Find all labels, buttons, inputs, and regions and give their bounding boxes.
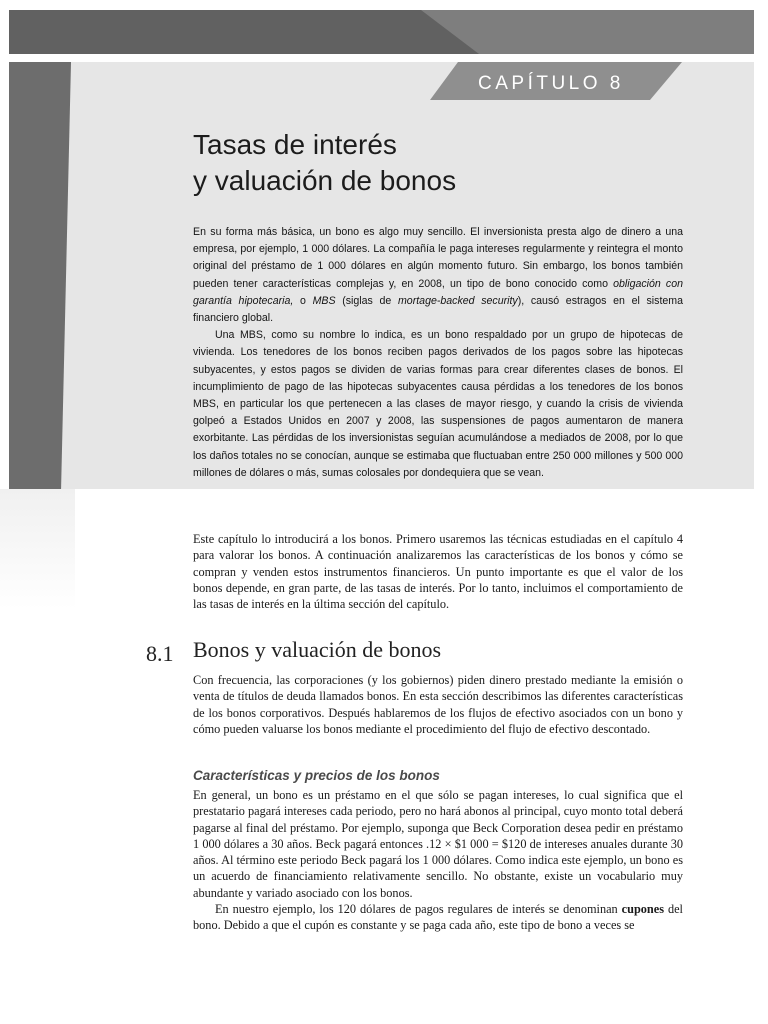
header-band bbox=[9, 10, 754, 54]
header-band-highlight bbox=[9, 10, 754, 54]
chapter-title-line-2: y valuación de bonos bbox=[193, 165, 457, 196]
intro-p1-text-a: En su forma más básica, un bono es algo muy sencillo. El inversionista presta algo de dinero a una empresa, por ejemplo, 1 000 dólares. La compañía le paga intereses regularmente y reintegra el monto original del préstamo de 1 000 dólares en algún momento futuro. Sin embargo, los bonos también pueden tener características complejas y, en 2008, un tipo de bono conocido como bbox=[193, 226, 683, 290]
chapter-overview bbox=[193, 531, 683, 612]
section-body bbox=[193, 672, 683, 737]
left-decorative-strip bbox=[9, 62, 71, 492]
intro-p1-emphasis-1: obligación con garantía hipotecaria, bbox=[193, 277, 684, 307]
section-title: Bonos y valuación de bonos bbox=[193, 637, 442, 662]
subsection-paragraph-1: En general, un bono es un préstamo en el que sólo se pagan intereses, lo cual significa que el prestatario pagará intereses cada periodo, pero no hará abonos al principal, cuyo monto total deberá pagarse al final del préstamo. Por ejemplo, suponga que Beck Corporation desea pedir en préstamo 1 000 dólares a 30 años. Beck pagará entonces .12 × $1 000 = $120 de intereses anuales durante 30 años. Al término este periodo Beck pagará los 1 000 dólares. Como indica este ejemplo, un bono es un acuerdo de financiamiento relativamente sencillo. No obstante, existe un vocabulario muy abundante y variado asociado con los bonos. bbox=[193, 788, 683, 900]
section-number: 8.1 bbox=[146, 641, 174, 666]
intro-p1-emphasis-2: MBS bbox=[312, 294, 336, 307]
subsection-p2-term: cupones bbox=[621, 902, 665, 917]
intro-p1-emphasis-3: mortage-backed security bbox=[397, 294, 518, 307]
subsection-paragraph-2 bbox=[193, 901, 683, 934]
chapter-title bbox=[193, 127, 673, 199]
chapter-title-line-1: Tasas de interés bbox=[193, 129, 397, 160]
subsection-title: Características y precios de los bonos bbox=[193, 768, 440, 783]
subsection-body bbox=[193, 787, 683, 934]
overview-paragraph: Este capítulo lo introducirá a los bonos. Primero usaremos las técnicas estudiadas en el capítulo 4 para valorar los bonos. A continuación analizaremos las características de los bonos y cómo se compran y venden estos instrumentos financieros. Un punto importante es que el valor de los bonos depende, en gran parte, de las tasas de interés. Por lo tanto, incluimos el comportamiento de las tasas de interés en la última sección del capítulo. bbox=[193, 532, 683, 612]
left-shadow-fade bbox=[0, 489, 75, 609]
section-paragraph: Con frecuencia, las corporaciones (y los gobiernos) piden dinero prestado mediante la emisión o venta de títulos de deuda llamados bonos. En esta sección describimos las diferentes características de los bonos corporativos. Después hablaremos de los flujos de efectivo asociados con un bono y cómo pueden valuarse los bonos mediante el procedimiento del flujo de efectivo descontado. bbox=[193, 673, 683, 736]
subsection-p2-text-a: En nuestro ejemplo, los 120 dólares de pagos regulares de interés se denominan bbox=[215, 902, 622, 917]
chapter-intro bbox=[193, 224, 683, 482]
intro-p1-text-c: (siglas de bbox=[335, 294, 398, 307]
intro-p1-text-b: o bbox=[293, 294, 313, 307]
subsection-p2-text-b: del bono. Debido a que el cupón es constante y se paga cada año, este tipo de bono a veces se bbox=[193, 902, 683, 933]
chapter-tag-label: CAPÍTULO 8 bbox=[478, 73, 624, 94]
intro-p1-text-d: ), causó estragos en el sistema financiero global. bbox=[193, 294, 684, 325]
intro-paragraph-1 bbox=[193, 224, 683, 327]
intro-paragraph-2: Una MBS, como su nombre lo indica, es un bono respaldado por un grupo de hipotecas de vivienda. Los tenedores de los bonos reciben pagos derivados de los pagos sobre las hipotecas subyacentes, y estos pagos se dividen de varias formas para crear diferentes clases de bonos. El incumplimiento de pago de las hipotecas subyacentes causa pérdidas a los tenedores de los bonos MBS, en particular los que pertenecen a las clases de mayor riesgo, y cuando la crisis de vivienda golpeó a Estados Unidos en 2007 y 2008, las suspensiones de pagos aumentaron de manera exorbitante. Las pérdidas de los inversionistas seguían acumulándose a mediados de 2008, por lo que los daños totales no se conocían, aunque se estimaba que fluctuaban entre 250 000 millones y 500 000 millones de dólares o más, sumas colosales por dondequiera que se vean. bbox=[193, 329, 683, 479]
